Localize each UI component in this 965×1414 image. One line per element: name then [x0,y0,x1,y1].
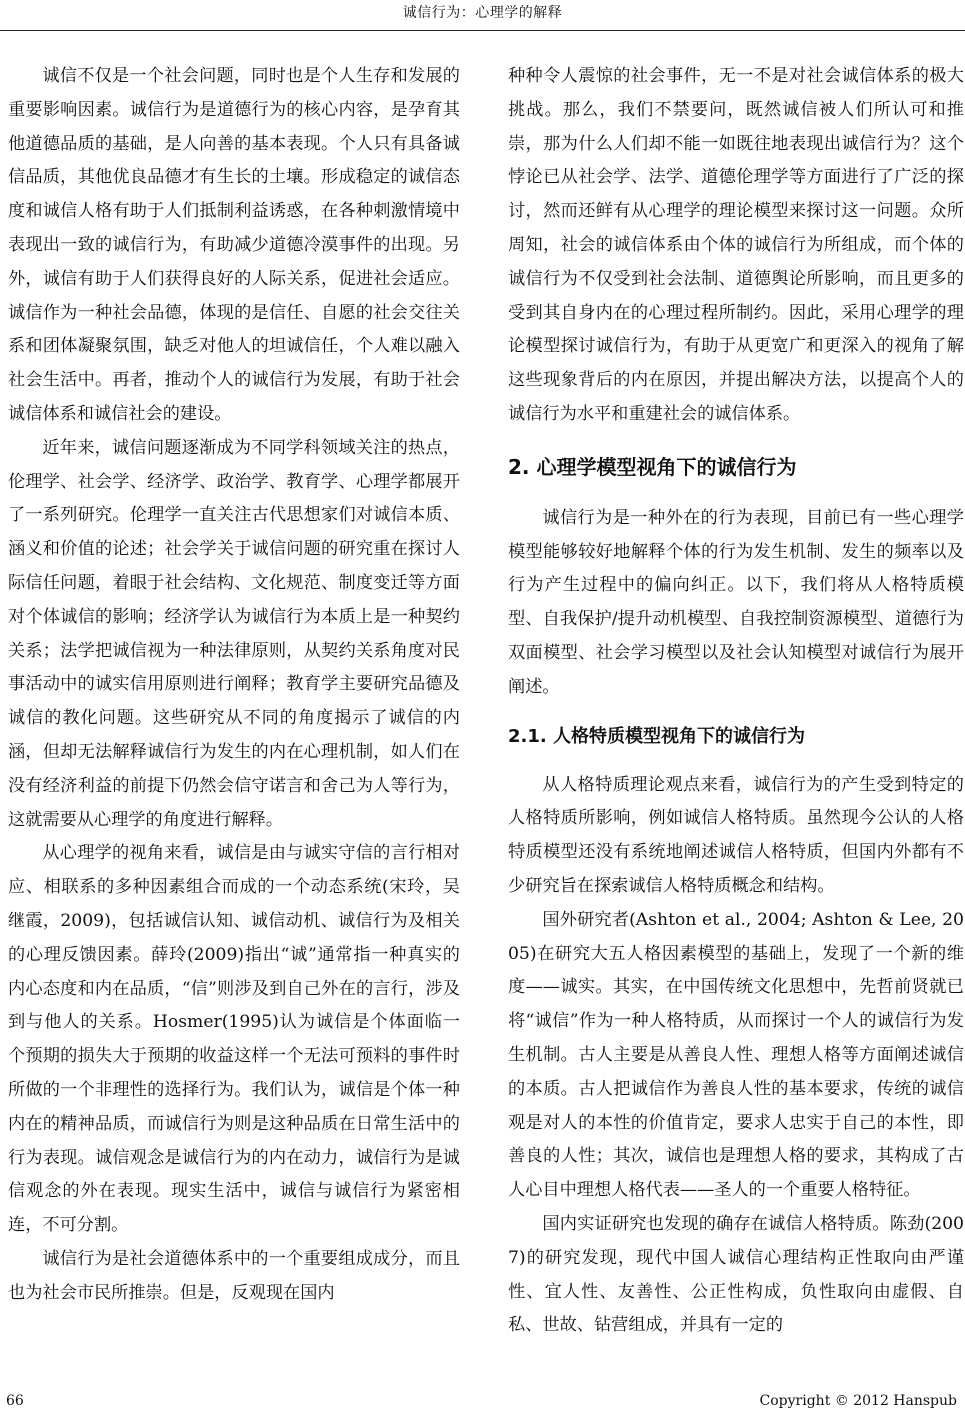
copyright-notice: Copyright © 2012 Hanspub [759,1393,957,1409]
body-paragraph: 从人格特质理论观点来看，诚信行为的产生受到特定的人格特质所影响，例如诚信人格特质。虽然现今公认的人格特质模型还没有系统地阐述诚信人格特质，但国内外都有不少研究旨在探索诚信人格特质概念和结构。 [508,774,964,896]
left-column [8,60,460,1310]
body-paragraph: 从心理学的视角来看，诚信是由与诚实守信的言行相对应、相联系的多种因素组合而成的一个动态系统(宋玲，吴继霞，2009)，包括诚信认知、诚信动机、诚信行为及相关的心理反馈因素。薛玲(2009)指出“诚”通常指一种真实的内心态度和内在品质，“信”则涉及到自己外在的言行，涉及到与他人的关系。Hosmer(1995)认为诚信是个体面临一个预期的损失大于预期的收益这样一个无法可预料的事件时所做的一个非理性的选择行为。我们认为，诚信是个体一种内在的精神品质，而诚信行为则是这种品质在日常生活中的行为表现。诚信观念是诚信行为的内在动力，诚信行为是诚信观念的外在表现。现实生活中，诚信与诚信行为紧密相连，不可分割。 [8,843,460,1236]
right-column [508,60,964,1343]
running-title: 诚信行为：心理学的解释 [402,5,563,21]
body-paragraph: 诚信行为是社会道德体系中的一个重要组成成分，而且也为社会市民所推崇。但是，反观现在国内 [8,1248,460,1303]
page-number: 66 [6,1393,24,1409]
body-paragraph: 诚信不仅是一个社会问题，同时也是个人生存和发展的重要影响因素。诚信行为是道德行为的核心内容，是孕育其他道德品质的基础，是人向善的基本表现。个人只有具备诚信品质，其他优良品德才有生长的土壤。形成稳定的诚信态度和诚信人格有助于人们抵制利益诱惑，在各种刺激情境中表现出一致的诚信行为，有助减少道德冷漠事件的出现。另外，诚信有助于人们获得良好的人际关系，促进社会适应。诚信作为一种社会品德，体现的是信任、自愿的社会交往关系和团体凝聚氛围，缺乏对他人的坦诚信任，个人难以融入社会生活中。再者，推动个人的诚信行为发展，有助于社会诚信体系和诚信社会的建设。 [8,66,460,424]
body-paragraph: 近年来，诚信问题逐渐成为不同学科领域关注的热点，伦理学、社会学、经济学、政治学、教育学、心理学都展开了一系列研究。伦理学一直关注古代思想家们对诚信本质、涵义和价值的论述；社会学关于诚信问题的研究重在探讨人际信任问题，着眼于社会结构、文化规范、制度变迁等方面对个体诚信的影响；经济学认为诚信行为本质上是一种契约关系；法学把诚信视为一种法律原则，从契约关系角度对民事活动中的诚实信用原则进行阐释；教育学主要研究品德及诚信的教化问题。这些研究从不同的角度揭示了诚信的内涵，但却无法解释诚信行为发生的内在心理机制，如人们在没有经济利益的前提下仍然会信守诺言和舍己为人等行为，这就需要从心理学的角度进行解释。 [8,437,460,830]
subsection-heading: 2.1. 人格特质模型视角下的诚信行为 [508,725,805,747]
page-footer [0,1390,965,1414]
continued-paragraph: 种种令人震惊的社会事件，无一不是对社会诚信体系的极大挑战。那么，我们不禁要问，既然诚信被人们所认可和推崇，那为什么人们却不能一如既往地表现出诚信行为？这个悖论已从社会学、法学、道德伦理学等方面进行了广泛的探讨，然而还鲜有从心理学的理论模型来探讨这一问题。众所周知，社会的诚信体系由个体的诚信行为所组成，而个体的诚信行为不仅受到社会法制、道德舆论所影响，而且更多的受到其自身内在的心理过程所制约。因此，采用心理学的理论模型探讨诚信行为，有助于从更宽广和更深入的视角了解这些现象背后的内在原因，并提出解决方法，以提高个人的诚信行为水平和重建社会的诚信体系。 [508,66,964,424]
section-heading: 2. 心理学模型视角下的诚信行为 [508,454,797,479]
body-paragraph: 国外研究者(Ashton et al., 2004; Ashton & Lee, 2005)在研究大五人格因素模型的基础上，发现了一个新的维度——诚实。其实，在中国传统文化思想中，先哲前贤就已将“诚信”作为一种人格特质，从而探讨一个人的诚信行为发生机制。古人主要是从善良人性、理想人格等方面阐述诚信的本质。古人把诚信作为善良人性的基本要求，传统的诚信观是对人的本性的价值肯定，要求人忠实于自己的本性，即善良的人性；其次，诚信也是理想人格的要求，其构成了古人心目中理想人格代表——圣人的一个重要人格特征。 [508,909,964,1201]
running-header [0,0,965,31]
body-paragraph: 国内实证研究也发现的确存在诚信人格特质。陈劲(2007)的研究发现，现代中国人诚信心理结构正性取向由严谨性、宜人性、友善性、公正性构成，负性取向由虚假、自私、世故、钻营组成，并具有一定的 [508,1213,964,1336]
body-paragraph: 诚信行为是一种外在的行为表现，目前已有一些心理学模型能够较好地解释个体的行为发生机制、发生的频率以及行为产生过程中的偏向纠正。以下，我们将从人格特质模型、自我保护/提升动机模型、自我控制资源模型、道德行为双面模型、社会学习模型以及社会认知模型对诚信行为展开阐述。 [508,507,964,697]
